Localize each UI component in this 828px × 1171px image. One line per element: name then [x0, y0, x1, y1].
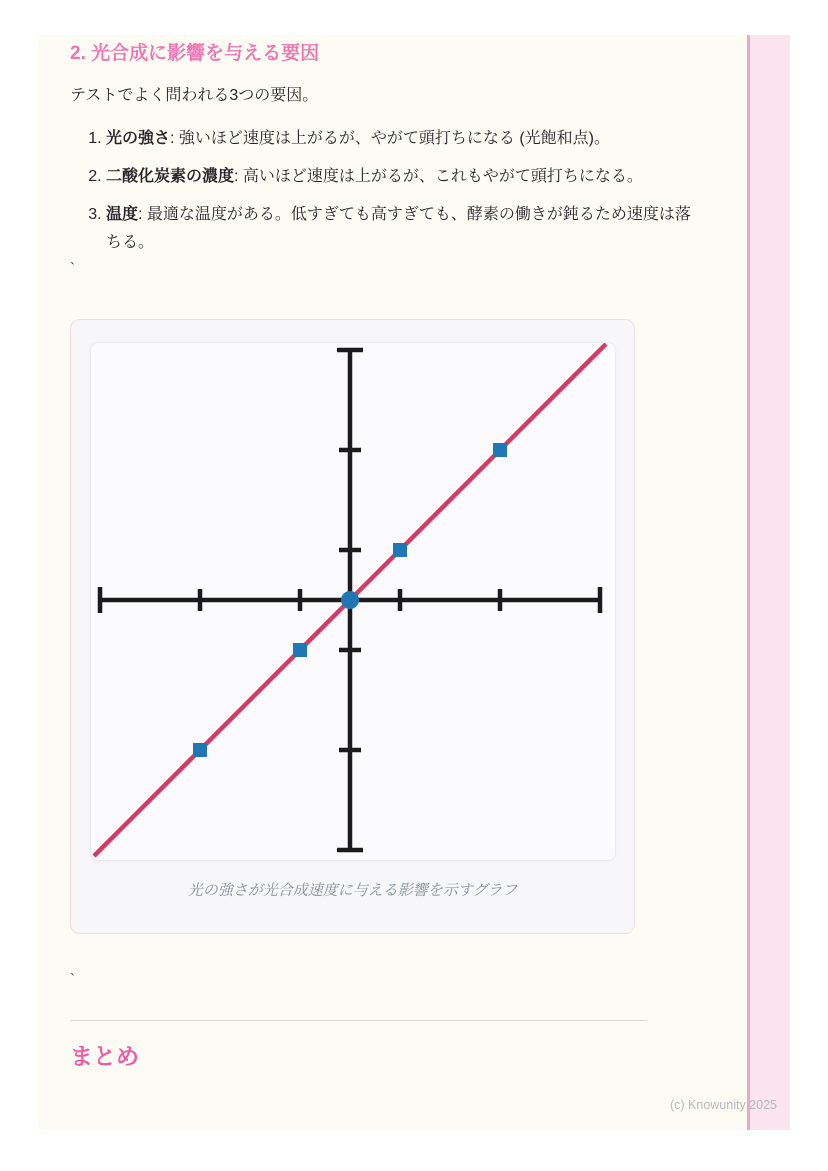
- factors-list: [70, 125, 695, 257]
- list-item-desc: : 強いほど速度は上がるが、やがて頭打ちになる (光飽和点)。: [170, 130, 611, 147]
- list-item-desc: : 高いほど速度は上がるが、これもやがて頭打ちになる。: [234, 168, 643, 185]
- list-item-term: 光の強さ: [106, 130, 171, 147]
- copyright-footer: (c) Knowunity 2025: [669, 1098, 777, 1112]
- list-item: [106, 163, 695, 191]
- list-item: [106, 201, 695, 257]
- section-heading: 2. 光合成に影響を与える要因: [70, 43, 320, 64]
- decorative-side-stripe: [747, 35, 790, 1130]
- list-item-term: 温度: [106, 206, 139, 223]
- stray-backtick: `: [70, 260, 75, 277]
- document-sheet: [38, 35, 777, 1130]
- list-item: [106, 125, 695, 153]
- line-chart: [91, 343, 615, 860]
- section-divider: [70, 1020, 647, 1021]
- stray-backtick: `: [70, 971, 75, 988]
- chart-panel: [90, 342, 616, 861]
- content-column: [38, 42, 747, 1071]
- chart-caption: 光の強さが光合成速度に与える影響を示すグラフ: [187, 882, 518, 899]
- list-item-desc: : 最適な温度がある。低すぎても高すぎても、酵素の働きが鈍るため速度は落ちる。: [106, 206, 691, 251]
- list-item-term: 二酸化炭素の濃度: [106, 168, 235, 185]
- chart-card: [70, 319, 635, 934]
- summary-heading: まとめ: [70, 1043, 139, 1069]
- intro-text: テストでよく問われる3つの要因。: [70, 87, 319, 104]
